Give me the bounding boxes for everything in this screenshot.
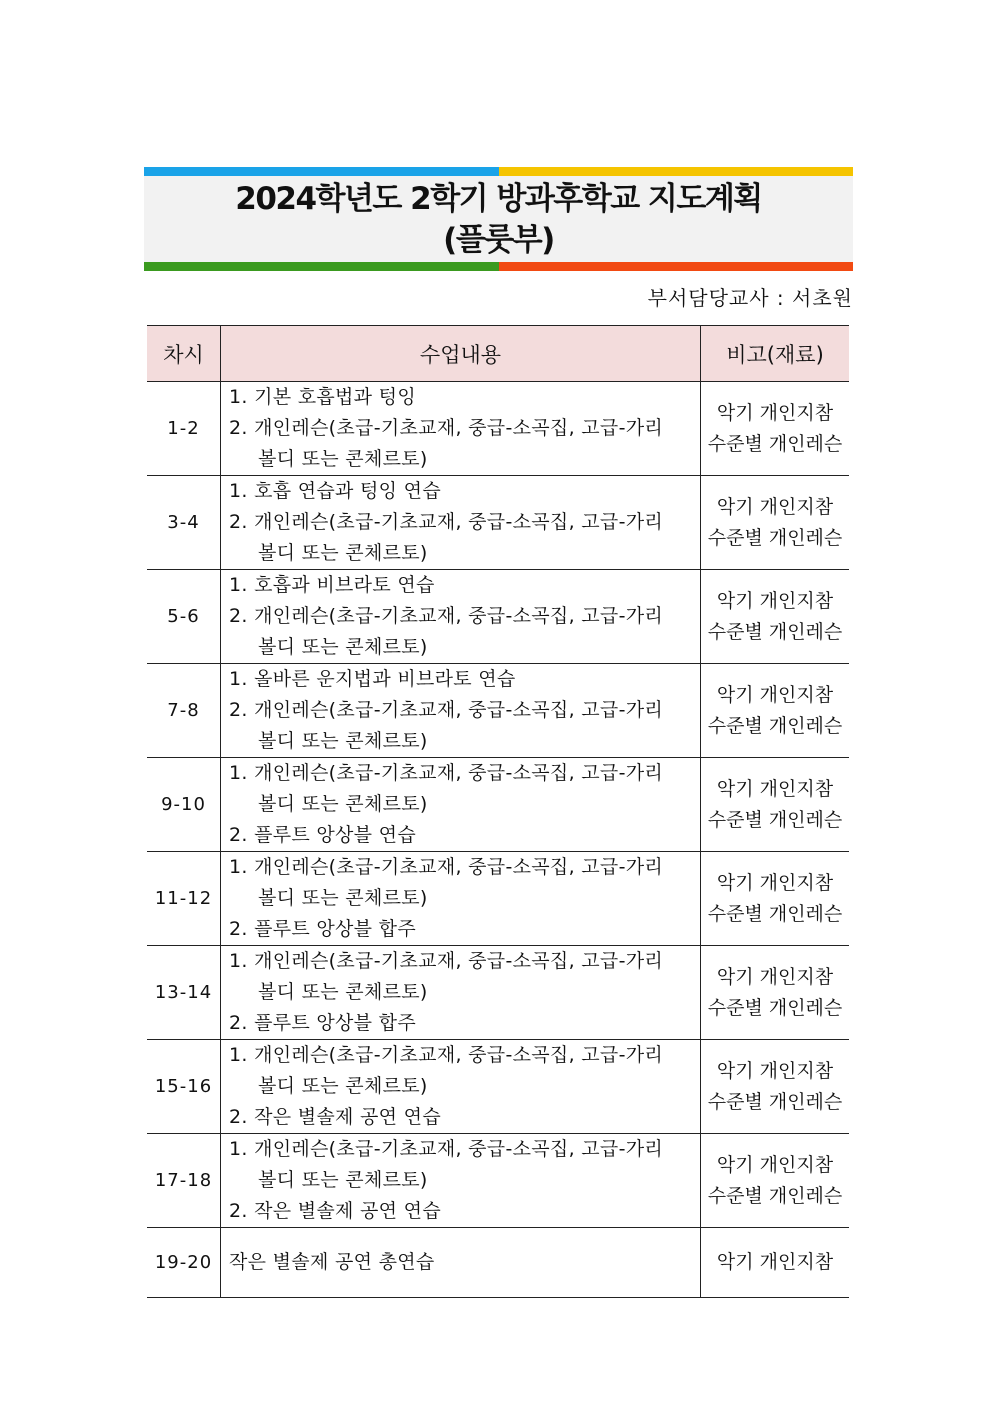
title-bar-red (499, 262, 853, 271)
table-row (147, 946, 849, 1040)
session-cell: 17-18 (147, 1134, 221, 1228)
note-line: 악기 개인지참 (716, 401, 834, 424)
title-bar-yellow (499, 167, 853, 176)
session-cell: 13-14 (147, 946, 221, 1040)
notes-cell (701, 382, 850, 476)
session-cell: 1-2 (147, 382, 221, 476)
content-line: 1. 호흡과 비브라토 연습 (229, 574, 435, 596)
title-line-1: 2024학년도 2학기 방과후학교 지도계획 (235, 181, 762, 217)
table-row (147, 476, 849, 570)
session-cell: 5-6 (147, 570, 221, 664)
note-line: 악기 개인지참 (716, 1251, 834, 1273)
content-line: 1. 개인레슨(초급-기초교재, 중급-소곡집, 고급-가리 (229, 1044, 664, 1066)
content-cell (221, 1134, 701, 1228)
session-cell: 3-4 (147, 476, 221, 570)
content-cell (221, 664, 701, 758)
note-line: 수준별 개인레슨 (707, 620, 843, 643)
table-row (147, 570, 849, 664)
content-line: 2. 작은 별솔제 공연 연습 (229, 1106, 441, 1128)
table-row (147, 382, 849, 476)
content-line: 볼디 또는 콘체르토) (258, 887, 428, 909)
content-line: 1. 호흡 연습과 텅잉 연습 (229, 480, 441, 502)
note-line: 수준별 개인레슨 (707, 996, 843, 1019)
content-line: 작은 별솔제 공연 총연습 (229, 1251, 435, 1273)
notes-cell (701, 570, 850, 664)
note-line: 수준별 개인레슨 (707, 1090, 843, 1113)
table-body (147, 382, 849, 1298)
content-line: 볼디 또는 콘체르토) (258, 981, 428, 1003)
table-row (147, 1040, 849, 1134)
session-cell: 11-12 (147, 852, 221, 946)
session-cell: 9-10 (147, 758, 221, 852)
content-line: 1. 개인레슨(초급-기초교재, 중급-소곡집, 고급-가리 (229, 950, 664, 972)
content-line: 1. 개인레슨(초급-기초교재, 중급-소곡집, 고급-가리 (229, 762, 664, 784)
table-header-row (147, 326, 849, 382)
content-line: 2. 플루트 앙상블 연습 (229, 824, 416, 846)
content-line: 2. 플루트 앙상블 합주 (229, 918, 416, 940)
content-line: 1. 개인레슨(초급-기초교재, 중급-소곡집, 고급-가리 (229, 856, 664, 878)
content-line: 볼디 또는 콘체르토) (258, 448, 428, 470)
content-line: 2. 개인레슨(초급-기초교재, 중급-소곡집, 고급-가리 (229, 417, 664, 439)
note-line: 수준별 개인레슨 (707, 526, 843, 549)
note-line: 악기 개인지참 (716, 495, 834, 518)
note-line: 수준별 개인레슨 (707, 1184, 843, 1207)
table-row (147, 758, 849, 852)
header-content: 수업내용 (221, 326, 701, 382)
content-line: 1. 올바른 운지법과 비브라토 연습 (229, 668, 516, 690)
content-cell (221, 382, 701, 476)
notes-cell (701, 664, 850, 758)
page-title (144, 179, 853, 261)
content-line: 볼디 또는 콘체르토) (258, 542, 428, 564)
table-row (147, 1134, 849, 1228)
header-session: 차시 (147, 326, 221, 382)
content-line: 볼디 또는 콘체르토) (258, 1169, 428, 1191)
content-cell (221, 1228, 701, 1298)
lesson-plan-table (147, 325, 849, 1298)
note-line: 수준별 개인레슨 (707, 432, 843, 455)
note-line: 악기 개인지참 (716, 777, 834, 800)
content-line: 2. 개인레슨(초급-기초교재, 중급-소곡집, 고급-가리 (229, 511, 664, 533)
session-cell: 15-16 (147, 1040, 221, 1134)
notes-cell (701, 476, 850, 570)
notes-cell (701, 1040, 850, 1134)
content-cell (221, 570, 701, 664)
content-line: 볼디 또는 콘체르토) (258, 730, 428, 752)
content-cell (221, 946, 701, 1040)
content-line: 2. 플루트 앙상블 합주 (229, 1012, 416, 1034)
note-line: 악기 개인지참 (716, 1059, 834, 1082)
notes-cell (701, 758, 850, 852)
note-line: 악기 개인지참 (716, 683, 834, 706)
content-line: 1. 개인레슨(초급-기초교재, 중급-소곡집, 고급-가리 (229, 1138, 664, 1160)
content-cell (221, 758, 701, 852)
content-cell (221, 476, 701, 570)
table-row (147, 852, 849, 946)
teacher-label: 부서담당교사 : 서초원 (647, 286, 853, 310)
notes-cell (701, 1228, 850, 1298)
content-cell (221, 852, 701, 946)
note-line: 수준별 개인레슨 (707, 808, 843, 831)
title-line-2: (플룻부) (443, 222, 554, 258)
table-row (147, 664, 849, 758)
content-line: 1. 기본 호흡법과 텅잉 (229, 386, 416, 408)
content-line: 볼디 또는 콘체르토) (258, 636, 428, 658)
notes-cell (701, 852, 850, 946)
note-line: 악기 개인지참 (716, 1153, 834, 1176)
session-cell: 19-20 (147, 1228, 221, 1298)
note-line: 악기 개인지참 (716, 871, 834, 894)
note-line: 악기 개인지참 (716, 965, 834, 988)
note-line: 악기 개인지참 (716, 589, 834, 612)
notes-cell (701, 1134, 850, 1228)
content-line: 볼디 또는 콘체르토) (258, 793, 428, 815)
title-banner (144, 167, 853, 271)
header-notes: 비고(재료) (701, 326, 850, 382)
notes-cell (701, 946, 850, 1040)
table-row (147, 1228, 849, 1298)
content-line: 볼디 또는 콘체르토) (258, 1075, 428, 1097)
note-line: 수준별 개인레슨 (707, 714, 843, 737)
title-bar-green (144, 262, 499, 271)
content-cell (221, 1040, 701, 1134)
content-line: 2. 개인레슨(초급-기초교재, 중급-소곡집, 고급-가리 (229, 605, 664, 627)
note-line: 수준별 개인레슨 (707, 902, 843, 925)
content-line: 2. 개인레슨(초급-기초교재, 중급-소곡집, 고급-가리 (229, 699, 664, 721)
session-cell: 7-8 (147, 664, 221, 758)
content-line: 2. 작은 별솔제 공연 연습 (229, 1200, 441, 1222)
title-bar-blue (144, 167, 499, 176)
